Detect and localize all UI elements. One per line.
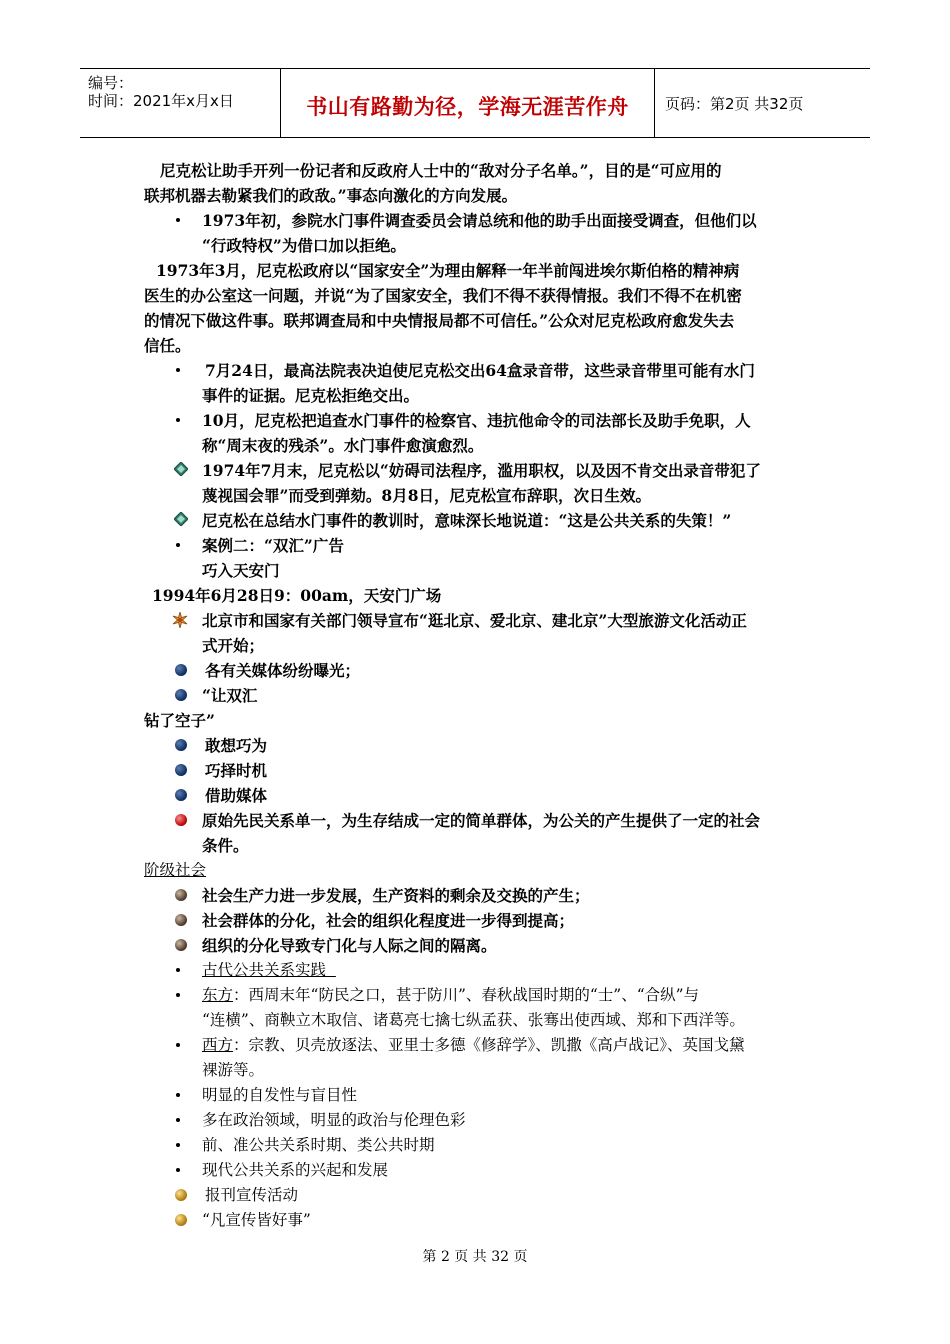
gold-ball-bullet-icon [175, 1189, 187, 1201]
blue-ball-bullet-icon [175, 739, 187, 751]
list-item-cont: “连横”、商鞅立木取信、诸葛亮七擒七纵孟获、张骞出使西域、郑和下西洋等。 [202, 1011, 745, 1029]
list-item-cont: “行政特权”为借口加以拒绝。 [202, 236, 406, 255]
paragraph-line: 1973年3月，尼克松政府以“国家安全”为理由解释一年半前闯进埃尔斯伯格的精神病 [156, 261, 740, 280]
paragraph-line: 1994年6月28日9：00am，天安门广场 [152, 586, 442, 605]
small-dot-bullet-icon [176, 1043, 180, 1047]
page-footer: 第 2 页 共 32 页 [422, 1249, 528, 1265]
west-label: 西方 [202, 1036, 234, 1054]
small-dot-bullet-icon [176, 368, 180, 372]
gold-ball-bullet-icon [175, 1214, 187, 1226]
list-item: 敢想巧为 [205, 736, 268, 755]
paragraph-line: 医生的办公室这一问题，并说“为了国家安全，我们不得不获得情报。我们不得不在机密 [144, 286, 742, 305]
list-item: 1974年7月末，尼克松以“妨碍司法程序，滥用职权，以及因不肯交出录音带犯了 [202, 461, 761, 480]
diamond-bullet-icon [174, 512, 188, 526]
brown-ball-bullet-icon [175, 939, 187, 951]
east-text: ：西周末年“防民之口，甚于防川”、春秋战国时期的“士”、“合纵”与 [233, 986, 700, 1004]
list-item-cont: 称“周末夜的残杀”。水门事件愈演愈烈。 [202, 436, 484, 455]
small-dot-bullet-icon [176, 418, 180, 422]
list-item: 原始先民关系单一，为生存结成一定的简单群体，为公关的产生提供了一定的社会 [202, 811, 761, 830]
small-dot-bullet-icon [176, 1143, 180, 1147]
small-dot-bullet-icon [176, 218, 180, 222]
small-dot-bullet-icon [176, 1118, 180, 1122]
list-item: 北京市和国家有关部门领导宣布“逛北京、爱北京、建北京”大型旅游文化活动正 [202, 611, 747, 630]
list-item [202, 958, 336, 983]
list-item-cont: 巧入天安门 [202, 561, 280, 580]
list-item: 多在政治领域，明显的政治与伦理色彩 [202, 1111, 466, 1129]
list-item: 明显的自发性与盲目性 [202, 1086, 358, 1104]
list-item: 组织的分化导致专门化与人际之间的隔离。 [202, 936, 497, 955]
small-dot-bullet-icon [176, 1168, 180, 1172]
star-burst-bullet-icon [172, 612, 188, 628]
list-item [202, 983, 699, 1008]
list-item-cont: 条件。 [202, 836, 249, 855]
list-item: 案例二：“双汇”广告 [202, 536, 344, 555]
header-motto-cell [281, 69, 655, 137]
header-meta-cell [80, 69, 281, 137]
header-motto: 书山有路勤为径，学海无涯苦作舟 [306, 95, 629, 119]
east-label: 东方 [202, 986, 234, 1004]
paragraph-line: 尼克松让助手开列一份记者和反政府人士中的“敌对分子名单。”，目的是“可应用的 [160, 161, 722, 180]
list-item [202, 1033, 745, 1058]
page-header [80, 68, 870, 138]
list-item: 社会生产力进一步发展，生产资料的剩余及交换的产生； [202, 886, 590, 905]
diamond-bullet-icon [174, 462, 188, 476]
list-item: 前、准公共关系时期、类公共时期 [202, 1136, 435, 1154]
header-page-info: 页码：第2页 共32页 [665, 95, 804, 113]
brown-ball-bullet-icon [175, 914, 187, 926]
list-item: 借助媒体 [205, 786, 268, 805]
west-text: ：宗教、贝壳放逐法、亚里士多德《修辞学》、凯撒《高卢战记》、英国戈黛 [233, 1036, 745, 1054]
brown-ball-bullet-icon [175, 889, 187, 901]
section-subheading: 古代公共关系实践 [202, 961, 327, 979]
small-dot-bullet-icon [176, 968, 180, 972]
list-item: “凡宣传皆好事” [202, 1211, 311, 1229]
blue-ball-bullet-icon [175, 689, 187, 701]
list-item: 巧择时机 [205, 761, 268, 780]
paragraph-line: 联邦机器去勒紧我们的政敌。”事态向激化的方向发展。 [144, 186, 518, 205]
list-item: 尼克松在总结水门事件的教训时，意味深长地说道：“这是公共关系的失策！” [202, 511, 732, 530]
list-item: 1973年初，参院水门事件调查委员会请总统和他的助手出面接受调查，但他们以 [202, 211, 757, 230]
doc-number-label: 编号： [88, 74, 134, 92]
header-page-cell [655, 69, 870, 137]
list-item-cont: 裸游等。 [202, 1061, 265, 1079]
list-item: “让双汇 [202, 686, 258, 705]
section-heading: 阶级社会 [144, 861, 207, 879]
blue-ball-bullet-icon [175, 789, 187, 801]
list-item: 社会群体的分化，社会的组织化程度进一步得到提高； [202, 911, 575, 930]
list-item: 10月，尼克松把追查水门事件的检察官、违抗他命令的司法部长及助手免职，人 [202, 411, 751, 430]
red-ball-bullet-icon [175, 814, 187, 826]
blue-ball-bullet-icon [175, 764, 187, 776]
blue-ball-bullet-icon [175, 664, 187, 676]
small-dot-bullet-icon [176, 993, 180, 997]
small-dot-bullet-icon [176, 1093, 180, 1097]
small-dot-bullet-icon [176, 543, 180, 547]
paragraph-line: 的情况下做这件事。联邦调查局和中央情报局都不可信任。”公众对尼克松政府愈发失去 [144, 311, 735, 330]
list-item: 现代公共关系的兴起和发展 [202, 1161, 389, 1179]
list-item-cont: 事件的证据。尼克松拒绝交出。 [202, 386, 420, 405]
list-item-cont: 式开始； [202, 636, 265, 655]
list-item-cont: 蔑视国会罪”而受到弹劾。8月8日，尼克松宣布辞职，次日生效。 [202, 486, 651, 505]
doc-time-label: 时间：2021年x月x日 [88, 92, 234, 110]
list-item: 各有关媒体纷纷曝光； [205, 661, 361, 680]
paragraph-line: 钻了空子” [144, 711, 215, 730]
list-item: 7月24日，最高法院表决迫使尼克松交出64盒录音带，这些录音带里可能有水门 [205, 361, 755, 380]
list-item: 报刊宣传活动 [205, 1186, 299, 1204]
paragraph-line: 信任。 [144, 336, 191, 355]
